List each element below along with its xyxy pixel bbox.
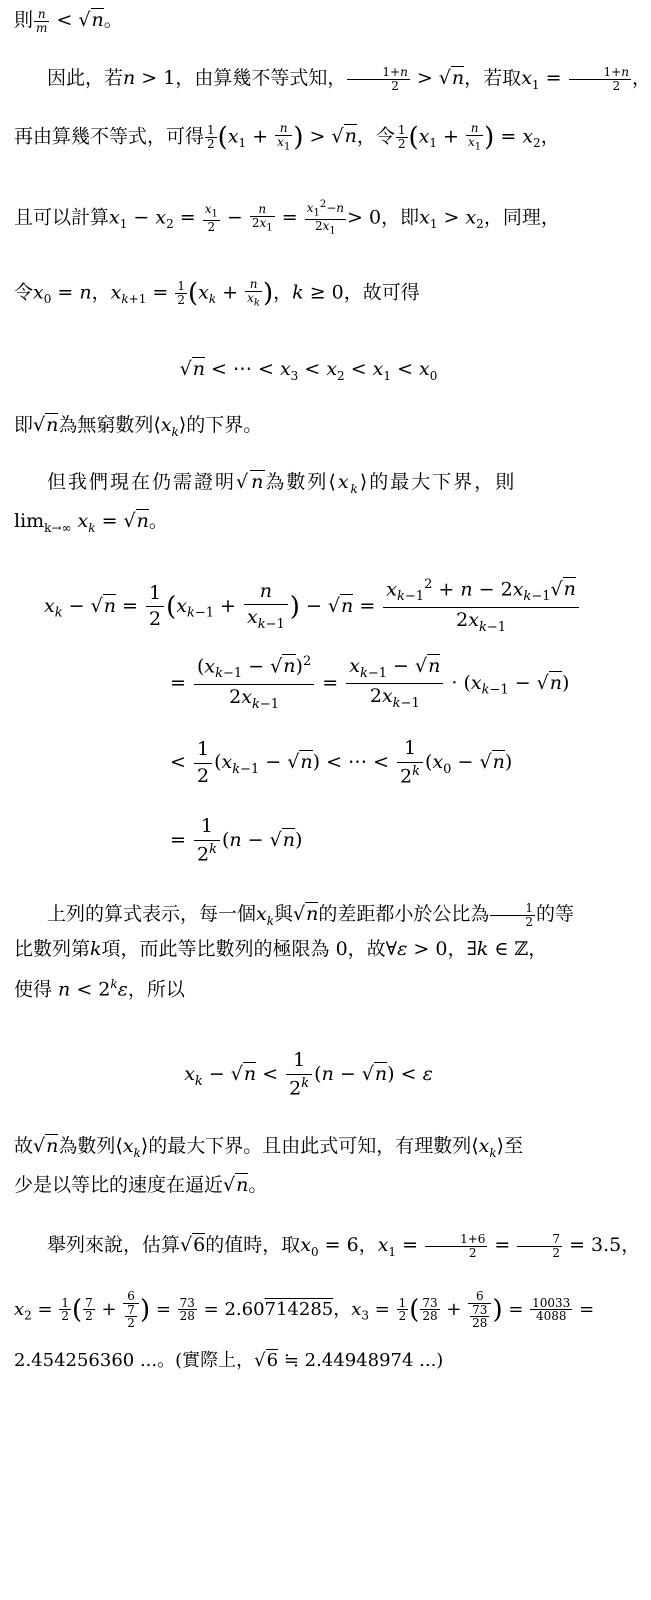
- para-3-line-2: 少是以等比的速度在逼近√n。: [14, 1174, 268, 1196]
- line-9: $\lim_{k\to\infty} x_k = √n$。: [14, 510, 168, 535]
- eq-1: $x_k - √n$ = $\frac{1}{2}$ ($x_{k-1}$ + $\frac{n}{x_{k-1}}$ ) − √n = $\frac{x_{k-1}^2 + n - 2x_{k-1}√n}{2x_{k-1}}$: [44, 578, 603, 636]
- para-4-line-2: $x_2$ = $\frac{1}{2}$ ( $\frac{7}{2}$ + $\frac{6}{\frac{7}{2}}$ ) = $\frac{73}{28}$ = 2.60714285，$x_3$ = $\frac{1}{2}$ ( $\frac{73}{28}$ + $\frac{6}{\frac{73}{28}}$ ) = $\frac{10033}{4088}$ =: [14, 1289, 595, 1331]
- para-2-line-3: 使得 $n < 2^k\varepsilon$，所以: [14, 977, 185, 1001]
- line-8: 但我們現在仍需證明√n為數列$⟨x_k⟩$的最大下界，則: [47, 471, 517, 496]
- eq-4: = $\frac{1}{2^k}$ (n − √n): [170, 815, 303, 866]
- para-2-line-1: 上列的算式表示，每一個$x_k$與√n的差距都小於公比為 $\frac{1}{2}$ 的等: [47, 901, 575, 929]
- line-5: 令$x_0 = n$，$x_{k+1}$ = $\frac{1}{2}$ ($x_k$ + $\frac{n}{x_k}$ )，k ≥ 0，故可得: [14, 277, 420, 309]
- eq-3: < $\frac{1}{2}$ $(x_{k-1} - √n)$ < ⋯ < $\frac{1}{2^k}$ $(x_0 - √n)$: [170, 737, 513, 788]
- line-1: 則 $\frac{n}{m}$ < √n。: [14, 7, 123, 35]
- line-4: 且可以計算$x_1 - x_2$ = $\frac{x_1}{2}$ − $\frac{n}{2x_1}$ = $\frac{x_1^2-n}{2x_1}$ > 0，即$x_1 > x_2$，同理，: [14, 199, 560, 237]
- eq-5: $x_k - √n$ < $\frac{1}{2^k}$ (n − √n) < ε: [184, 1049, 433, 1100]
- eq-2: = $\frac{(x_{k-1} - √n)^2}{2x_{k-1}}$ = $\frac{x_{k-1} - √n}{2x_{k-1}}$ · $(x_{k-1} - √n)$: [170, 654, 570, 712]
- line-2: 因此，若n > 1，由算幾不等式知， $\frac{1+n}{2}$ > √n，若取$x_1$ = $\frac{1+n}{2}$ ，: [47, 65, 651, 93]
- line-6: √n < ⋯ < $x_3 < x_2 < x_1 < x_0$: [179, 358, 438, 383]
- para-4-line-1: 舉列來說，估算√6的值時，取$x_0 = 6$，$x_1$ = $\frac{1+6}{2}$ = $\frac{7}{2}$ = 3.5，: [47, 1232, 641, 1260]
- line-7: 即√n為無窮數列$⟨x_k⟩$的下界。: [14, 414, 263, 439]
- para-2-line-2: 比數列第k項，而此等比數列的極限為 0，故∀ε > 0，∃k ∈ ℤ，: [14, 938, 548, 960]
- para-4-line-3: 2.454256360 ...。(實際上，√6 ≒ 2.44948974 ...): [14, 1350, 444, 1371]
- para-3-line-1: 故√n為數列$⟨x_k⟩$的最大下界。且由此式可知，有理數列$⟨x_k⟩$至: [14, 1135, 524, 1160]
- line-3: 再由算幾不等式，可得 $\frac{1}{2}$ ($x_1$ + $\frac{n}{x_1}$ ) > √n，令 $\frac{1}{2}$ ($x_1$ + $\frac{n}{x_1}$ ) = $x_2$，: [14, 121, 560, 153]
